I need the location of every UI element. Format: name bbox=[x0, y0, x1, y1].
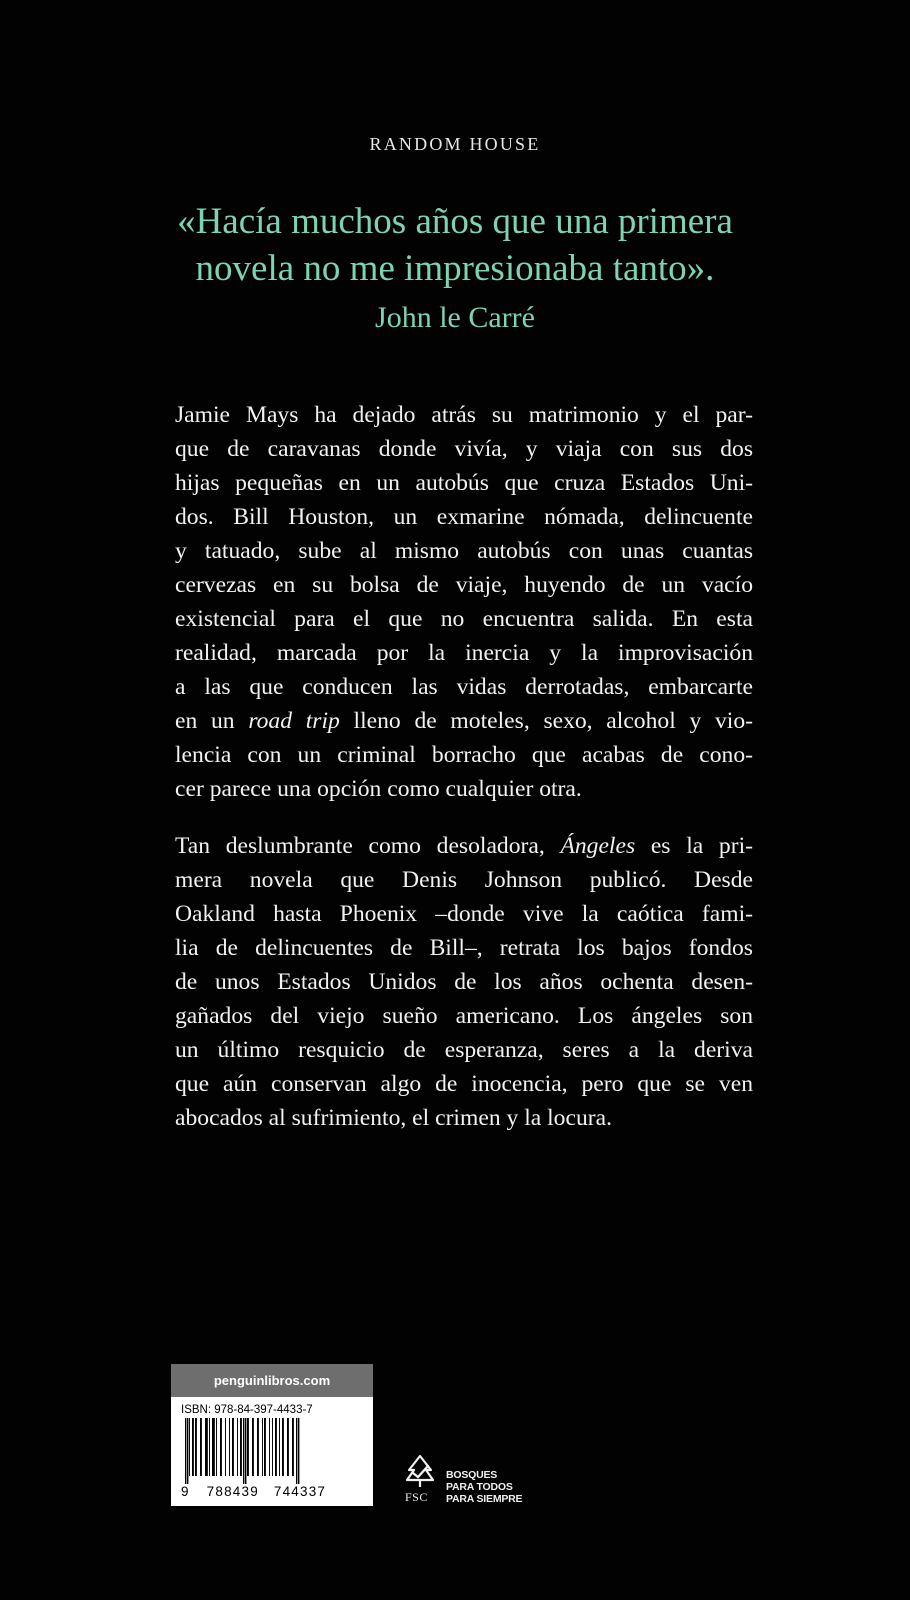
barcode-bar bbox=[212, 1418, 215, 1476]
barcode-bar bbox=[240, 1418, 242, 1476]
barcode-bar bbox=[272, 1418, 273, 1476]
text-line-with-italic bbox=[175, 704, 753, 738]
barcode-bar bbox=[237, 1418, 238, 1476]
fsc-slogan bbox=[446, 1469, 522, 1505]
barcode-bar bbox=[296, 1418, 297, 1484]
barcode-bar bbox=[209, 1418, 210, 1476]
barcode-bar bbox=[232, 1418, 234, 1476]
text-line: de unos Estados Unidos de los años ochenta desen- bbox=[175, 969, 753, 995]
text-line: que de caravanas donde vivía, y viaja con sus dos bbox=[175, 436, 753, 462]
website-label: penguinlibros.com bbox=[171, 1364, 373, 1397]
fsc-slogan-line: BOSQUES bbox=[446, 1469, 498, 1481]
barcode-bar bbox=[262, 1418, 263, 1476]
text-line: mera novela que Denis Johnson publicó. Desde bbox=[175, 867, 753, 893]
barcode-bar bbox=[287, 1418, 289, 1476]
text-fragment: lleno de moteles, sexo, alcohol y vio- bbox=[339, 708, 753, 734]
fsc-slogan-line: PARA SIEMPRE bbox=[446, 1493, 523, 1505]
text-line: cervezas en su bolsa de viaje, huyendo de un vacío bbox=[175, 572, 753, 598]
ean-left-group: 788439 bbox=[206, 1484, 259, 1499]
text-line: Oakland hasta Phoenix –donde vive la caótica fami- bbox=[175, 901, 753, 927]
text-line: un último resquicio de esperanza, seres a la deriva bbox=[175, 1037, 753, 1063]
ean-first-digit: 9 bbox=[181, 1484, 190, 1499]
publisher-name: RANDOM HOUSE bbox=[369, 134, 541, 154]
text-fragment: en un bbox=[175, 708, 249, 734]
barcode-bar bbox=[220, 1418, 222, 1476]
barcode-bar bbox=[247, 1418, 249, 1476]
barcode-bar bbox=[275, 1418, 277, 1476]
ean-right-group: 744337 bbox=[273, 1484, 327, 1499]
barcode-bar bbox=[189, 1418, 190, 1476]
italic-phrase: road trip bbox=[248, 708, 340, 734]
barcode-bar bbox=[298, 1418, 299, 1484]
text-line: lencia con un criminal borracho que acabas de cono- bbox=[175, 742, 753, 768]
barcode-bar bbox=[229, 1418, 230, 1476]
barcode-bar bbox=[282, 1418, 284, 1476]
blurb-author: John le Carré bbox=[375, 301, 535, 334]
text-line: gañados del viejo sueño americano. Los ángeles son bbox=[175, 1003, 753, 1029]
text-line-with-italic bbox=[175, 829, 753, 863]
text-line: abocados al sufrimiento, el crimen y la locura. bbox=[175, 1105, 612, 1131]
text-line: realidad, marcada por la inercia y la improvisación bbox=[175, 640, 753, 666]
text-line: a las que conducen las vidas derrotadas, embarcarte bbox=[175, 674, 753, 700]
barcode-bar bbox=[205, 1418, 208, 1476]
fsc-tree-check-icon bbox=[400, 1453, 440, 1491]
barcode-bar bbox=[279, 1418, 280, 1476]
barcode-box bbox=[171, 1364, 373, 1506]
barcode-bar bbox=[264, 1418, 266, 1476]
text-fragment: es la pri- bbox=[635, 833, 753, 859]
barcode-bar bbox=[200, 1418, 202, 1476]
barcode-bar bbox=[216, 1418, 217, 1476]
blurb-quote bbox=[120, 198, 790, 292]
barcode-bar bbox=[245, 1418, 246, 1484]
blurb-quote-line-1: «Hacía muchos años que una primera bbox=[177, 201, 733, 242]
text-line: cer parece una opción como cualquier otra. bbox=[175, 776, 582, 802]
barcode-bar bbox=[185, 1418, 186, 1484]
text-line: lia de delincuentes de Bill–, retrata los bajos fondos bbox=[175, 935, 753, 961]
barcode-bar bbox=[192, 1418, 194, 1476]
text-fragment: Tan deslumbrante como desoladora, bbox=[175, 833, 561, 859]
book-title-italic: Ángeles bbox=[560, 833, 636, 859]
barcode-icon bbox=[179, 1418, 365, 1484]
text-line: que aún conservan algo de inocencia, pero que se ven bbox=[175, 1071, 753, 1097]
text-line: Jamie Mays ha dejado atrás su matrimonio y el par- bbox=[175, 402, 753, 428]
barcode-bar bbox=[187, 1418, 188, 1484]
fsc-label: FSC bbox=[405, 1490, 428, 1504]
text-line: existencial para el que no encuentra salida. En esta bbox=[175, 606, 753, 632]
ean-digits bbox=[181, 1484, 367, 1499]
barcode-bar bbox=[243, 1418, 244, 1484]
barcode-bar bbox=[252, 1418, 254, 1476]
barcode-bar bbox=[257, 1418, 259, 1476]
text-line: hijas pequeñas en un autobús que cruza Estados Uni- bbox=[175, 470, 753, 496]
blurb-quote-line-2: novela no me impresionaba tanto». bbox=[195, 248, 715, 289]
barcode-bar bbox=[269, 1418, 270, 1476]
text-line: y tatuado, sube al mismo autobús con unas cuantas bbox=[175, 538, 753, 564]
barcode-bar bbox=[225, 1418, 226, 1476]
synopsis-paragraph-2 bbox=[175, 829, 753, 1135]
text-line: dos. Bill Houston, un exmarine nómada, delincuente bbox=[175, 504, 753, 530]
synopsis-paragraph-1 bbox=[175, 398, 753, 806]
isbn-label: ISBN: 978-84-397-4433-7 bbox=[181, 1404, 313, 1416]
barcode-bar bbox=[195, 1418, 197, 1476]
barcode-bar bbox=[292, 1418, 294, 1476]
fsc-slogan-line: PARA TODOS bbox=[446, 1481, 513, 1493]
